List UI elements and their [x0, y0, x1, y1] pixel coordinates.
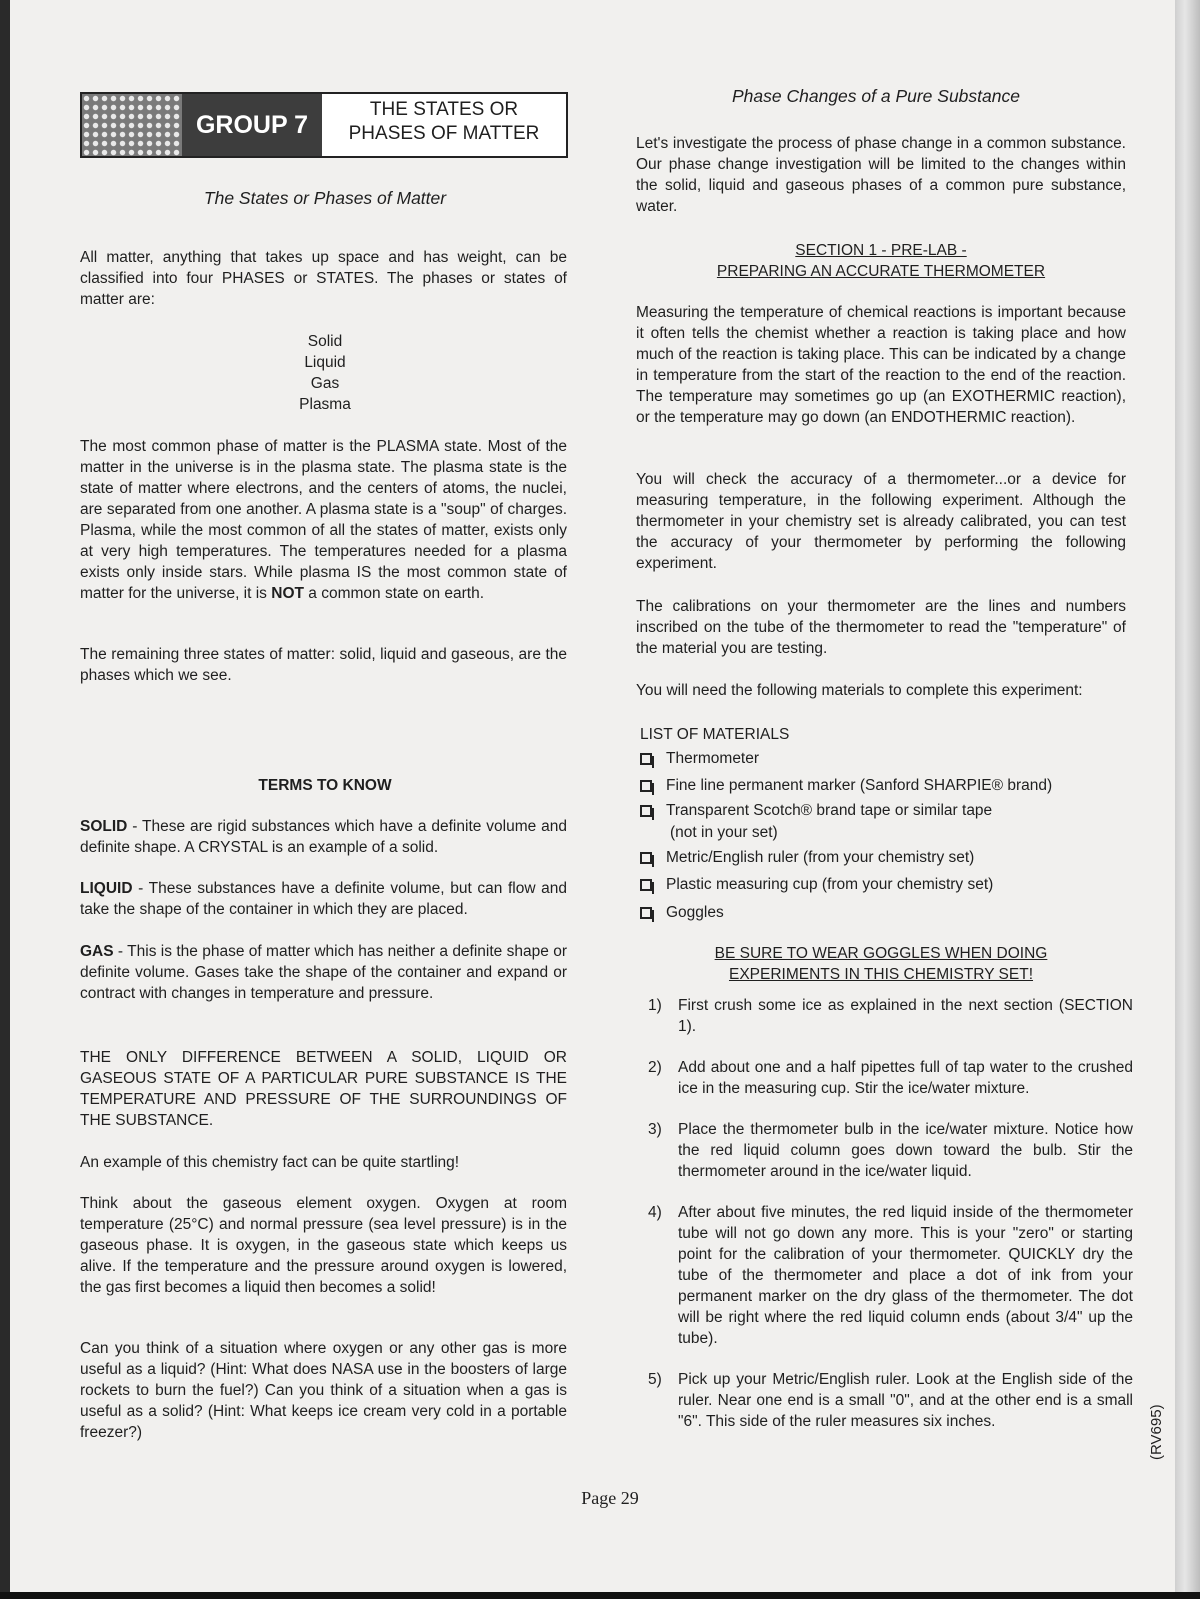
liquid-definition [80, 878, 567, 920]
gas-def: - This is the phase of matter which has neither a definite shape or definite volume. Gases take the shape of the container and expand or contract with changes in temperature and pressure. [80, 943, 567, 1002]
procedure-step [648, 1057, 1133, 1099]
state-item: Liquid [304, 354, 346, 371]
material-item [640, 844, 1120, 872]
plasma-paragraph [80, 436, 567, 604]
example-paragraph: An example of this chemistry fact can be quite startling! [80, 1154, 460, 1171]
page-number: Page 29 [581, 1488, 639, 1508]
liquid-def: - These substances have a definite volume, but can flow and take the shape of the container in which they are placed. [80, 880, 567, 918]
procedure-step [648, 1119, 1133, 1182]
material-label: Transparent Scotch® brand tape or similar tape [666, 802, 993, 819]
material-label: (not in your set) [670, 824, 778, 841]
materials-heading: LIST OF MATERIALS [640, 726, 790, 743]
step-number: 2) [648, 1059, 662, 1076]
phase-intro-paragraph: Let's investigate the process of phase change in a common substance. Our phase change investigation will be limited to the changes within the solid, liquid and gaseous phases of a common pure substance, water. [636, 135, 1126, 215]
step-text: Place the thermometer bulb in the ice/water mixture. Notice how the red liquid column goes down toward the bulb. Stir the thermometer around in the ice/water liquid. [678, 1121, 1133, 1180]
scan-border [0, 1592, 1200, 1599]
step-text: After about five minutes, the red liquid inside of the thermometer tube will not go down any more. This is your "zero" or starting point for the calibration of your thermometer. QUICKLY dry the tube of the thermometer and place a dot of ink from your permanent marker on the dry glass of the thermometer. The dot will be right where the red liquid column ends (about 3/4" up the tube). [678, 1204, 1133, 1347]
solid-definition [80, 816, 567, 858]
measuring-paragraph: Measuring the temperature of chemical reactions is important because it often tells the chemist whether a reaction is taking place and how much of the reaction is taking place. This can be indicated by a change in temperature from the start of the reaction to the end of the reaction. The temperature may sometimes go up (an EXOTHERMIC reaction), or the temperature may go down (an ENDOTHERMIC reaction). [636, 304, 1126, 426]
terms-heading: TERMS TO KNOW [258, 777, 392, 794]
solid-def: - These are rigid substances which have a definite volume and definite shape. A CRYSTAL is an example of a solid. [80, 818, 567, 856]
gas-term: GAS [80, 943, 114, 960]
remaining-paragraph: The remaining three states of matter: solid, liquid and gaseous, are the phases which we see. [80, 646, 567, 684]
goggles-warning-line2: EXPERIMENTS IN THIS CHEMISTRY SET! [728, 966, 1034, 983]
goggles-warning [636, 943, 1126, 985]
group-title-line1: THE STATES OR [369, 99, 519, 120]
material-label: Fine line permanent marker (Sanford SHARPIE® brand) [666, 777, 1053, 795]
material-item [640, 872, 1120, 900]
checkbox-icon[interactable] [640, 852, 652, 864]
checkbox-icon[interactable] [640, 879, 652, 891]
plasma-end: a common state on earth. [303, 585, 485, 602]
revision-code: (RV695) [1148, 1404, 1165, 1460]
checkbox-icon[interactable] [640, 907, 652, 919]
liquid-term: LIQUID [80, 880, 133, 897]
plasma-text: The most common phase of matter is the PLASMA state. Most of the matter in the universe is in the plasma state. The plasma state is the state of matter where electrons, and the centers of atoms, the nuclei, are separated from one another. A plasma state is a "soup" of charges. Plasma, while the most common of all the states of matter, exists only at very high temperatures. The temperatures needed for a plasma exists only inside stars. While plasma IS the most common state of matter for the universe, it is [80, 438, 567, 602]
section-heading-line1: SECTION 1 - PRE-LAB - [795, 242, 967, 259]
oxygen-paragraph: Think about the gaseous element oxygen. Oxygen at room temperature (25°C) and normal pressure (sea level pressure) is in the gaseous phase. It is oxygen, in the gaseous state which keeps us alive. If the temperature and the pressure around oxygen is lowered, the gas first becomes a liquid then becomes a solid! [80, 1195, 567, 1296]
step-number: 1) [648, 997, 662, 1014]
binding-edge [1175, 0, 1200, 1592]
group-label: GROUP 7 [182, 94, 322, 156]
step-text: Pick up your Metric/English ruler. Look at the English side of the ruler. Near one end is a small "0", and at the other end is a small "6". This side of the ruler measures six inches. [678, 1371, 1133, 1430]
procedure-step [648, 1202, 1133, 1349]
state-item: Gas [310, 375, 340, 392]
material-label: Metric/English ruler (from your chemistry set) [666, 848, 975, 866]
states-list [250, 331, 400, 415]
state-item: Plasma [299, 396, 351, 413]
material-label: Plastic measuring cup (from your chemistry set) [666, 876, 994, 894]
checkbox-icon[interactable] [640, 780, 652, 792]
solid-term: SOLID [80, 818, 128, 835]
dot-pattern-graphic [82, 94, 182, 156]
need-paragraph: You will need the following materials to complete this experiment: [636, 682, 1083, 699]
checkbox-icon[interactable] [640, 805, 652, 817]
procedure-step [648, 1369, 1133, 1432]
group-title-line2: PHASES OF MATTER [348, 123, 540, 144]
section-heading [636, 240, 1126, 282]
gas-definition [80, 941, 567, 1004]
material-item [640, 899, 1120, 927]
state-item: Solid [307, 333, 343, 350]
goggles-warning-line1: BE SURE TO WEAR GOGGLES WHEN DOING [714, 945, 1048, 962]
group-title [322, 98, 566, 146]
plasma-not: NOT [271, 585, 304, 602]
material-label: Thermometer [666, 749, 760, 767]
materials-list [640, 724, 1120, 927]
step-text: Add about one and a half pipettes full of tap water to the crushed ice in the measuring cup. Stir the ice/water mixture. [678, 1059, 1133, 1097]
calibrations-paragraph: The calibrations on your thermometer are the lines and numbers inscribed on the tube of the thermometer to read the "temperature" of the material you are testing. [636, 598, 1126, 657]
left-subtitle: The States or Phases of Matter [203, 188, 447, 208]
material-label: Goggles [666, 903, 724, 921]
material-item [640, 745, 1120, 773]
difference-paragraph: THE ONLY DIFFERENCE BETWEEN A SOLID, LIQUID OR GASEOUS STATE OF A PARTICULAR PURE SUBSTANCE IS THE TEMPERATURE AND PRESSURE OF THE SURROUNDINGS OF THE SUBSTANCE. [80, 1049, 567, 1129]
step-number: 4) [648, 1204, 662, 1221]
material-item [640, 773, 1120, 801]
step-number: 5) [648, 1371, 662, 1388]
procedure-steps [648, 995, 1133, 1452]
question-paragraph: Can you think of a situation where oxygen or any other gas is more useful as a liquid? (Hint: What does NASA use in the boosters of large rockets to burn the fuel?) Can you think of a situation when a gas is useful as a solid? (Hint: What keeps ice cream very cold in a portable freezer?) [80, 1340, 567, 1441]
right-subtitle: Phase Changes of a Pure Substance [732, 86, 1020, 106]
group-header [80, 92, 568, 158]
section-heading-line2: PREPARING AN ACCURATE THERMOMETER [716, 263, 1046, 280]
checkbox-icon[interactable] [640, 753, 652, 765]
step-text: First crush some ice as explained in the next section (SECTION 1). [678, 997, 1133, 1035]
intro-paragraph: All matter, anything that takes up space and has weight, can be classified into four PHASES or STATES. The phases or states of matter are: [80, 249, 567, 308]
material-item-continued [640, 822, 1120, 844]
procedure-step [648, 995, 1133, 1037]
step-number: 3) [648, 1121, 662, 1138]
check-paragraph: You will check the accuracy of a thermometer...or a device for measuring temperature, in the following experiment. Although the thermometer in your chemistry set is already calibrated, you can test the accuracy of your thermometer by performing the following experiment. [636, 471, 1126, 572]
material-item [640, 800, 1120, 822]
